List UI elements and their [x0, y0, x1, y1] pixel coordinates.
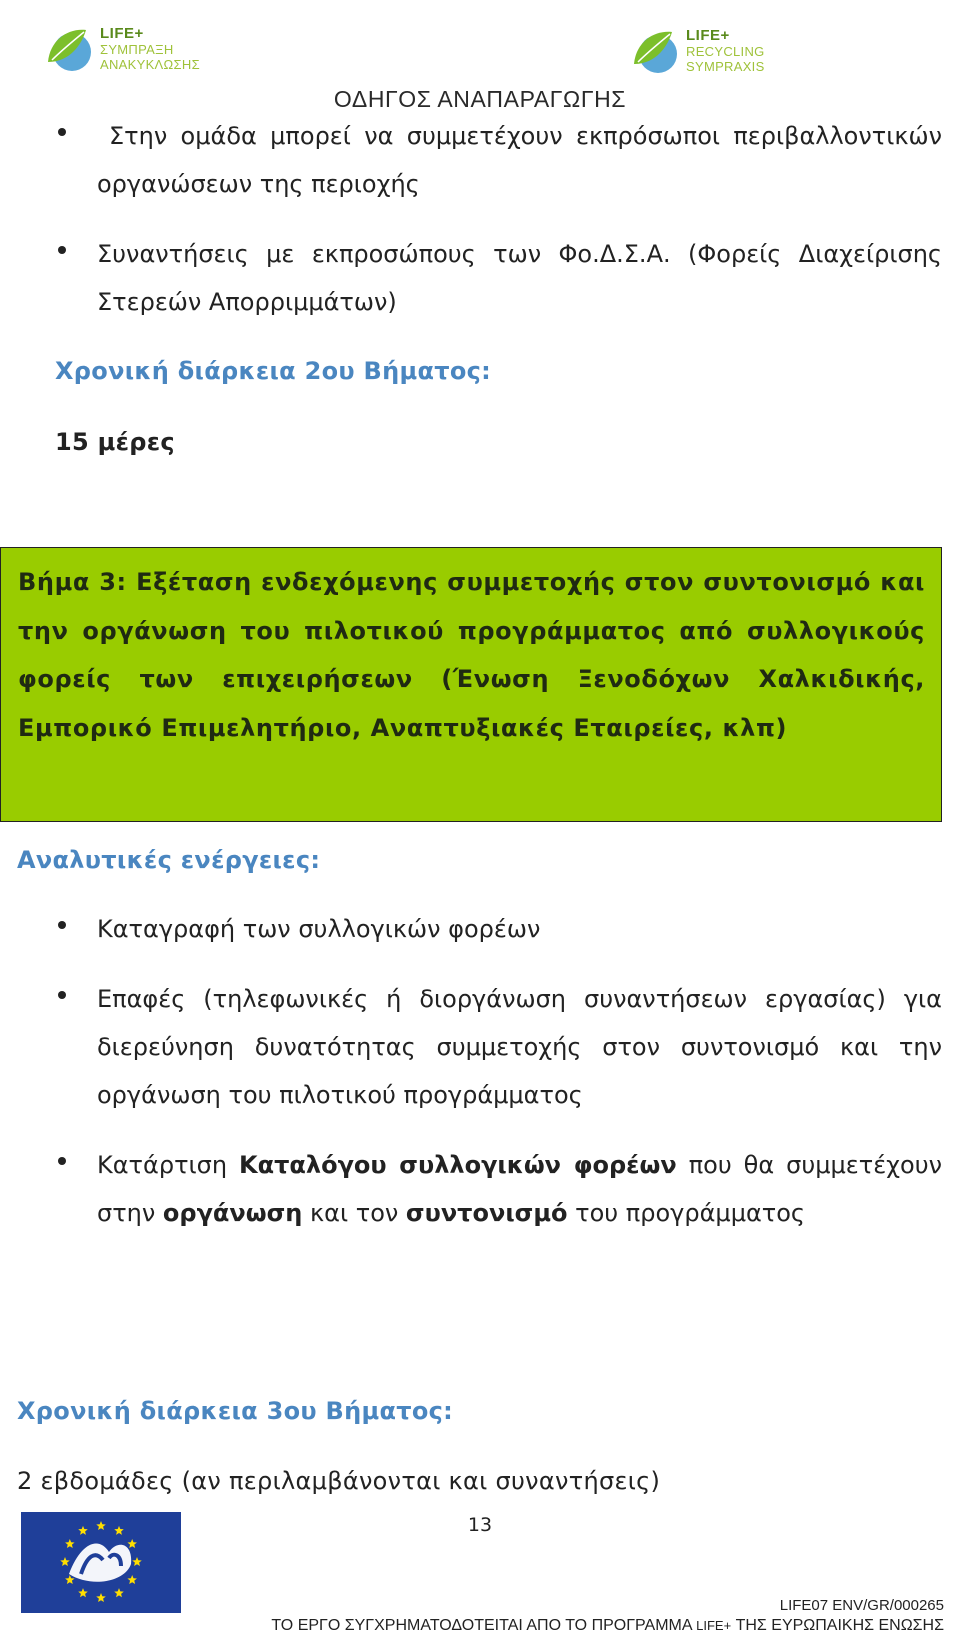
project-reference: LIFE07 ENV/GR/000265 [779, 1597, 944, 1614]
logo-line2: RECYCLING [686, 43, 765, 59]
bullet-text: Συναντήσεις με εκπροσώπους των Φο.Δ.Σ.Α. (Φορείς Διαχείρισης Στερεών Απορριμμάτων) [97, 240, 942, 316]
document-title: ΟΔΗΓΟΣ ΑΝΑΠΑΡΑΓΩΓΗΣ [333, 86, 627, 112]
leaf-globe-icon [628, 24, 680, 76]
bullet-icon [58, 128, 66, 136]
step2-duration-value: 15 μέρες [55, 428, 175, 456]
leaf-globe-icon [42, 22, 94, 74]
bold-run: συντονισμό [405, 1199, 568, 1227]
logo-line3: SYMPRAXIS [686, 58, 765, 74]
bullet-icon [58, 1157, 66, 1165]
step3-title: Βήμα 3: Εξέταση ενδεχόμενης συμμετοχής στον συντονισμό και την οργάνωση του πιλοτικού προγράμματος από συλλογικούς φορείς των επιχειρήσεων (Ένωση Ξενοδόχων Χαλκιδικής, Εμπορικό Επιμελητήριο, Αναπτυξιακές Εταιρείες, κλπ) [18, 568, 925, 742]
bullet-icon [58, 246, 66, 254]
action-text [97, 1141, 942, 1237]
text-run: του προγράμματος [567, 1199, 805, 1227]
list-item [0, 1141, 942, 1237]
logo-line1: LIFE+ [686, 26, 730, 44]
bullet-icon [58, 921, 66, 929]
actions-list [0, 905, 942, 1237]
page-number: 13 [467, 1514, 493, 1536]
actions-label: Αναλυτικές ενέργειες: [17, 846, 321, 874]
logo-line2: ΣΥΜΠΡΑΞΗ [100, 41, 174, 57]
logo-line1: LIFE+ [100, 24, 144, 42]
bullet-text: Στην ομάδα μπορεί να συμμετέχουν εκπρόσωποι περιβαλλοντικών οργανώσεων της περιοχής [97, 122, 942, 198]
action-text: Επαφές (τηλεφωνικές ή διοργάνωση συναντήσεων εργασίας) για διερεύνηση δυνατότητας συμμετοχής στον συντονισμό και την οργάνωση του πιλοτικού προγράμματος [97, 985, 942, 1109]
footer-text-run: ΤΟ ΕΡΓΟ ΣΥΓΧΡΗΜΑΤΟΔΟΤΕΙΤΑΙ ΑΠΟ ΤΟ ΠΡΟΓΡΑΜΜΑ [271, 1617, 697, 1634]
top-bullet-list [0, 112, 942, 326]
step3-duration-label: Χρονική διάρκεια 3ου Βήματος: [17, 1397, 454, 1425]
action-text: Καταγραφή των συλλογικών φορέων [97, 915, 541, 943]
bold-run: Καταλόγου συλλογικών φορέων [239, 1151, 677, 1179]
step2-duration-label: Χρονική διάρκεια 2ου Βήματος: [55, 357, 492, 385]
eu-life-flag-icon [21, 1512, 181, 1613]
footer-text-run: ΤΗΣ ΕΥΡΩΠΑΙΚΗΣ ΕΝΩΣΗΣ [731, 1617, 944, 1634]
life-sympraxi-logo [42, 22, 200, 74]
life-recycling-logo [628, 24, 765, 76]
step3-duration-value: 2 εβδομάδες (αν περιλαμβάνονται και συναντήσεις) [17, 1467, 661, 1495]
bold-run: οργάνωση [162, 1199, 303, 1227]
list-item [0, 905, 942, 953]
footer-text-run: LIFE+ [696, 1618, 732, 1633]
text-run: και τον [302, 1199, 406, 1227]
text-run: που θα συμμετέχουν στην [97, 1151, 943, 1227]
logo-line3: ΑΝΑΚΥΚΛΩΣΗΣ [100, 56, 200, 72]
bullet-icon [58, 991, 66, 999]
list-item [0, 975, 942, 1119]
list-item [0, 112, 942, 208]
step3-title-box [0, 547, 942, 822]
footer-funding-text [271, 1617, 944, 1635]
list-item [0, 230, 942, 326]
text-run: Κατάρτιση [97, 1151, 240, 1179]
